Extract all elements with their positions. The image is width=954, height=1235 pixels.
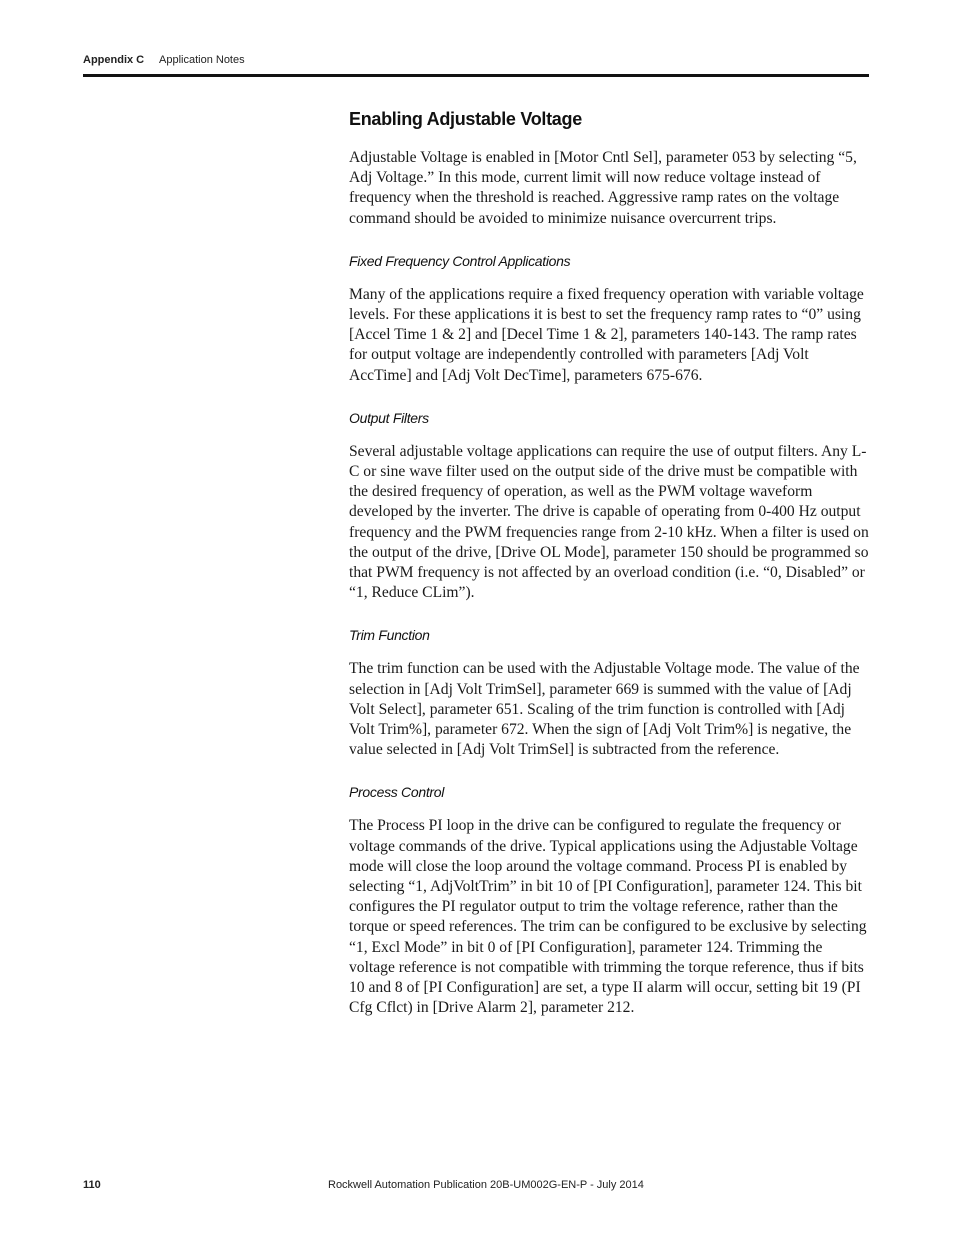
main-content	[349, 106, 869, 1041]
intro-paragraph: Adjustable Voltage is enabled in [Motor Cntl Sel], parameter 053 by selecting “5, Adj Voltage.” In this mode, current limit will now reduce voltage instead of frequency when the threshold is reached. Aggressive ramp rates on the voltage command should be avoided to minimize nuisance overcurrent trips.	[349, 149, 857, 227]
page-header	[83, 52, 869, 68]
section-heading-trim-function: Trim Function	[349, 627, 430, 644]
section-heading-output-filters: Output Filters	[349, 409, 429, 426]
page-title: Enabling Adjustable Voltage	[349, 109, 582, 129]
section-body-process-control: The Process PI loop in the drive can be configured to regulate the frequency or voltage commands of the drive. Typical applications using the Adjustable Voltage mode will close the loop around the voltage command. Process PI is enabled by selecting “1, AdjVoltTrim” in bit 10 of [PI Configuration], parameter 124. This bit configures the PI regulator output to trim the voltage reference, rather than the torque or speed references. The trim can be configured to be exclusive by selecting “1, Excl Mode” in bit 0 of [PI Configuration], parameter 124. Trimming the voltage reference is not compatible with trimming the torque reference, thus if bits 10 and 8 of [PI Configuration] are set, a type II alarm will occur, setting bit 19 (PI Cfg Cflct) in [Drive Alarm 2], parameter 212.	[349, 817, 867, 1017]
header-section: Application Notes	[159, 54, 245, 66]
section-body-trim-function: The trim function can be used with the Adjustable Voltage mode. The value of the selection in [Adj Volt TrimSel], parameter 669 is summed with the value of [Adj Volt Select], parameter 651. Scaling of the trim function is controlled with [Adj Volt Trim%], parameter 672. When the sign of [Adj Volt Trim%] is negative, the value selected in [Adj Volt TrimSel] is subtracted from the reference.	[349, 660, 860, 759]
publication-info: Rockwell Automation Publication 20B-UM002G-EN-P - July 2014	[328, 1179, 644, 1191]
section-heading-process-control: Process Control	[349, 784, 445, 801]
section-body-fixed-frequency: Many of the applications require a fixed frequency operation with variable voltage levels. For these applications it is best to set the frequency ramp rates to “0” using [Accel Time 1 & 2] and [Decel Time 1 & 2], parameters 140-143. The ramp rates for output voltage are independently controlled with parameters [Adj Volt AccTime] and [Adj Volt DecTime], parameters 675-676.	[349, 285, 864, 384]
header-appendix: Appendix C	[83, 54, 145, 66]
header-rule	[83, 74, 869, 77]
page-number: 110	[83, 1179, 101, 1191]
section-heading-fixed-frequency: Fixed Frequency Control Applications	[349, 252, 571, 269]
section-body-output-filters: Several adjustable voltage applications can require the use of output filters. Any L-C or sine wave filter used on the output side of the drive must be compatible with the desired frequency of operation, as well as the PWM voltage waveform developed by the inverter. The drive is capable of operating from 0-400 Hz output frequency and the PWM frequencies range from 2-10 kHz. When a filter is used on the output of the drive, [Drive OL Mode], parameter 150 should be programmed so that PWM frequency is not affected by an overload condition (i.e. “0, Disabled” or “1, Reduce CLim”).	[349, 442, 869, 602]
